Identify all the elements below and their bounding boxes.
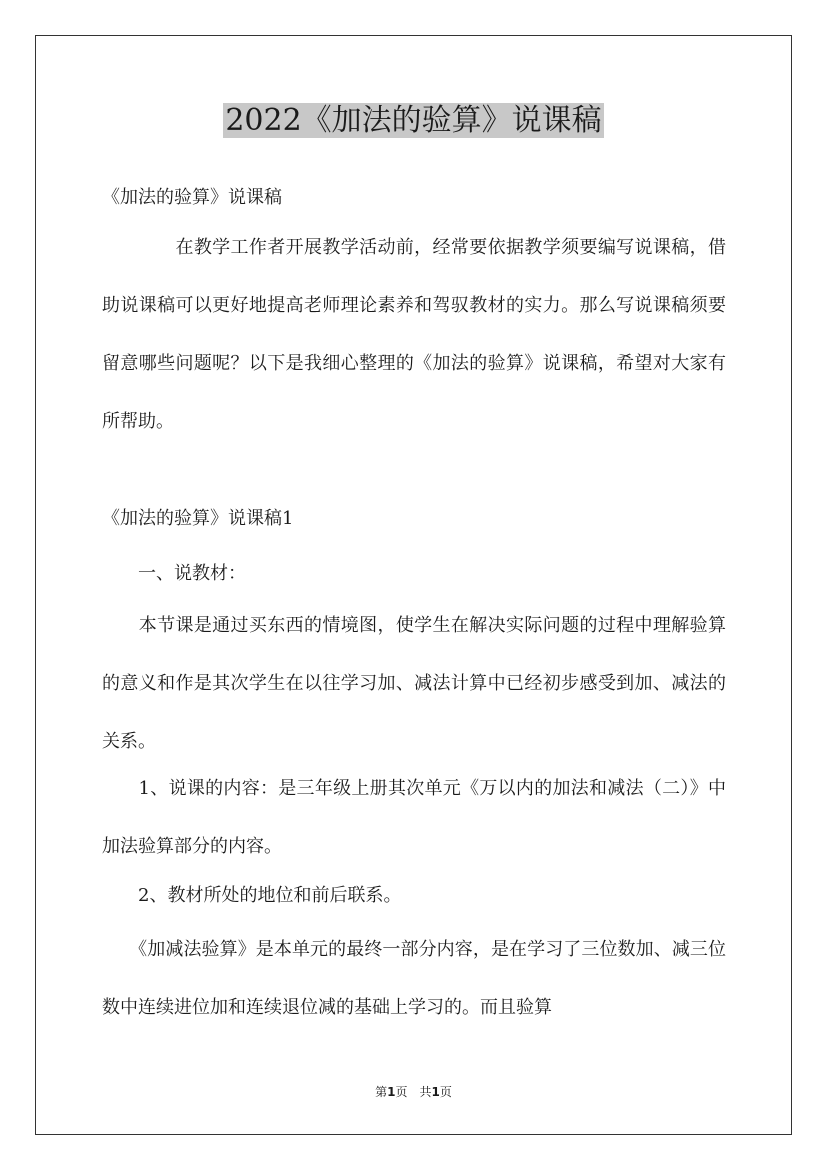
document-title (0, 99, 827, 143)
footer-page-total: 1 (431, 1085, 440, 1099)
document-title-text: 2022《加法的验算》说课稿 (225, 103, 602, 138)
page-footer (0, 1083, 827, 1101)
intro-paragraph: 在教学工作者开展教学活动前，经常要依据教学须要编写说课稿，借助说课稿可以更好地提高老师理论素养和驾驭教材的实力。那么写说课稿须要留意哪些问题呢？以下是我细心整理的《加法的验算》说课稿，希望对大家有所帮助。 (102, 237, 726, 432)
footer-page-current: 1 (387, 1085, 396, 1099)
document-subtitle: 《加法的验算》说课稿 (102, 187, 282, 208)
footer-page-suffix: 页 (439, 1085, 452, 1099)
paragraph-1: 本节课是通过买东西的情境图，使学生在解决实际问题的过程中理解验算的意义和作是其次学生在以往学习加、减法计算中已经初步感受到加、减法的关系。 (102, 615, 726, 752)
section-heading: 《加法的验算》说课稿1 (102, 508, 294, 529)
item-teaching-material: 一、说教材： (102, 563, 246, 584)
paragraph-3: 2、教材所处的地位和前后联系。 (102, 885, 402, 906)
paragraph-2: 1、说课的内容：是三年级上册其次单元《万以内的加法和减法（二）》中加法验算部分的内容。 (102, 778, 726, 857)
paragraph-4: 《加减法验算》是本单元的最终一部分内容，是在学习了三位数加、减三位数中连续进位加和连续退位减的基础上学习的。而且验算 (102, 939, 726, 1018)
footer-page-mid: 页 共 (395, 1085, 432, 1099)
footer-page-prefix: 第 (375, 1085, 388, 1099)
